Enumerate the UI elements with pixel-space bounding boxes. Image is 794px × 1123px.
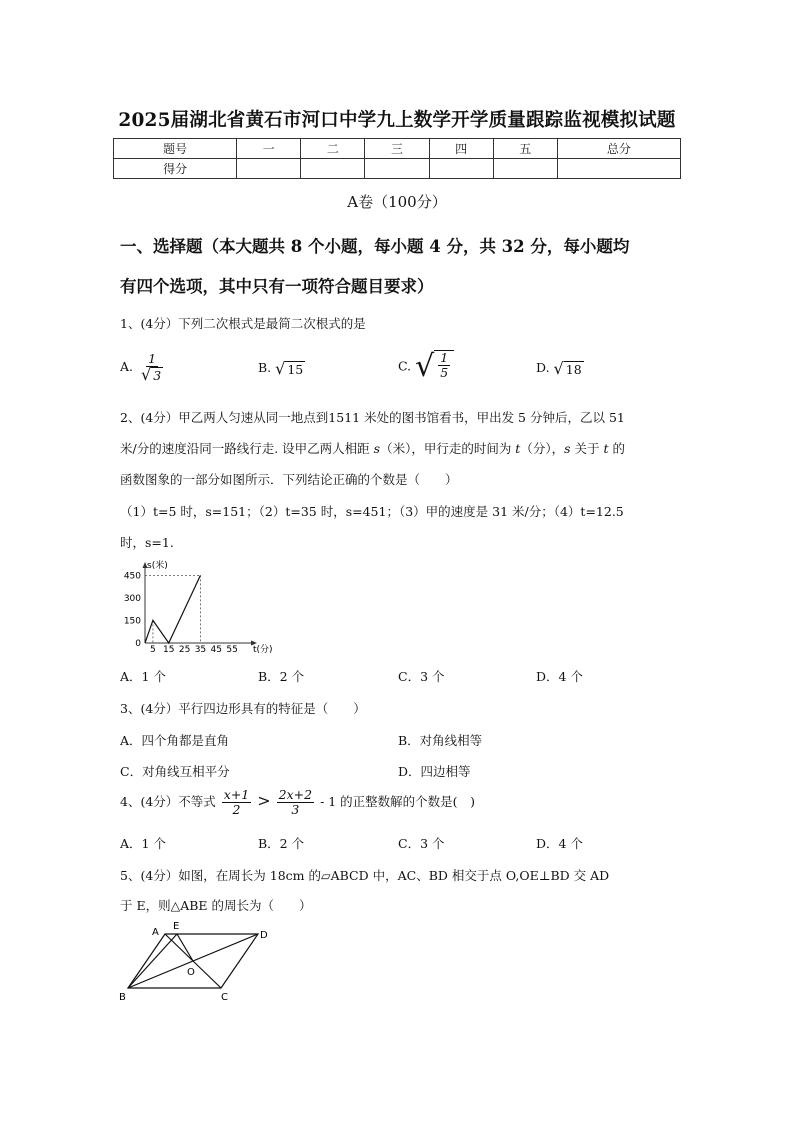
q3-option-a[interactable]: A．四个角都是直角 (120, 733, 230, 748)
label-d: D (260, 930, 268, 941)
score-cell[interactable] (301, 159, 365, 179)
q2-function-graph (115, 558, 273, 658)
score-header-cell: 总分 (557, 139, 680, 159)
q1-stem: 1、(4分）下列二次根式是最简二次根式的是 (120, 316, 366, 331)
q3-option-c[interactable]: C．对角线互相平分 (120, 764, 230, 779)
x-tick-label: 15 (163, 645, 175, 655)
q2-line1: 2、(4分）甲乙两人匀速从同一地点到1511 米处的图书馆看书，甲出发 5 分钟后，乙以 51 (120, 410, 625, 425)
label-o: O (187, 967, 195, 978)
q2-var-s: s (564, 441, 571, 456)
q1-d-radicand: 18 (565, 361, 582, 377)
q2-option-c[interactable]: C．3 个 (398, 669, 445, 684)
q2-line2-text: 关于 (570, 441, 604, 456)
q2-line2-text: 的 (608, 441, 625, 456)
q2-line5: 时，s=1. (120, 535, 174, 550)
score-cell[interactable] (237, 159, 301, 179)
x-axis-label: t(分) (253, 645, 273, 655)
x-tick-label: 35 (194, 645, 207, 655)
q4-f2-numerator: 2x+2 (278, 787, 313, 802)
q3-option-d[interactable]: D．四边相等 (398, 764, 471, 779)
x-tick-label: 5 (150, 645, 156, 655)
score-row-label: 得分 (114, 159, 237, 179)
q4-post: - 1 的正整数解的个数是( ) (320, 794, 475, 809)
q2-line2-text: （分）， (520, 441, 565, 456)
q1-d-label: D. (536, 360, 550, 375)
q4-f2-denominator: 3 (291, 802, 300, 817)
q3-option-b[interactable]: B．对角线相等 (398, 733, 483, 748)
q1-c-denominator: 5 (440, 365, 449, 380)
q4-pre: 4、(4分）不等式 (120, 794, 216, 809)
q5-line1: 5、(4分）如图，在周长为 18cm 的▱ABCD 中，AC、BD 相交于点 O,OE⊥BD 交 AD (120, 868, 610, 883)
q1-option-b[interactable]: B. √ 15 (258, 358, 304, 378)
segment-be (128, 934, 177, 988)
y-tick-label: 150 (123, 616, 141, 627)
score-cell[interactable] (365, 159, 429, 179)
label-a: A (152, 927, 159, 938)
score-header-cell: 二 (301, 139, 365, 159)
q1-c-label: C. (398, 358, 412, 374)
q2-line3: 函数图象的一部分如图所示．下列结论正确的个数是（ ） (120, 472, 458, 487)
score-cell[interactable] (557, 159, 680, 179)
y-tick-label: 0 (135, 639, 141, 649)
score-header-cell: 一 (237, 139, 301, 159)
y-tick-label: 300 (123, 594, 141, 604)
q4-option-a[interactable]: A．1 个 (120, 836, 166, 851)
q3-stem: 3、(4分）平行四边形具有的特征是（ ） (120, 701, 366, 716)
page-title: 2025届湖北省黄石市河口中学九上数学开学质量跟踪监视模拟试题 (118, 110, 676, 131)
q2-option-d[interactable]: D．4 个 (536, 669, 583, 684)
x-tick-label: 55 (226, 645, 238, 655)
q1-a-numerator: 1 (148, 351, 157, 366)
x-tick-label: 25 (178, 645, 191, 655)
q4-option-b[interactable]: B．2 个 (258, 836, 305, 851)
q2-line2-text: （米），甲行走的时间为 (380, 441, 516, 456)
q5-line2: 于 E，则△ABE 的周长为（ ） (120, 898, 312, 913)
score-header-cell: 三 (365, 139, 429, 159)
q4-fraction-2 (277, 788, 314, 817)
q1-c-numerator: 1 (440, 350, 449, 365)
q4-gt-sign: > (257, 791, 271, 810)
q2-var-t: t (515, 441, 521, 456)
part1-heading-line1: 一、选择题（本大题共 8 个小题，每小题 4 分，共 32 分，每小题均 (120, 237, 630, 256)
q2-line4: （1）t=5 时，s=151；（2）t=35 时，s=451；（3）甲的速度是 31 米/分；（4）t=12.5 (120, 504, 624, 519)
q2-option-b[interactable]: B．2 个 (258, 669, 305, 684)
q1-option-c[interactable]: C. √ $\frac{1}{5}$ (398, 350, 454, 384)
score-header-cell: 五 (493, 139, 557, 159)
q2-var-s: s (373, 441, 381, 456)
label-c: C (221, 992, 228, 1003)
q4-option-c[interactable]: C．3 个 (398, 836, 445, 851)
q1-a-label: A. (120, 359, 134, 374)
score-row (114, 159, 681, 179)
score-cell[interactable] (493, 159, 557, 179)
part1-heading-line2: 有四个选项，其中只有一项符合题目要求） (120, 277, 434, 296)
q4-f1-denominator: 2 (232, 802, 241, 817)
q2-line2-text: 米/分的速度沿同一路线行走. 设甲乙两人相距 (120, 441, 374, 456)
section-a-heading: A卷（100分） (347, 193, 447, 211)
q1-c-fraction (438, 351, 450, 380)
q2-line2 (120, 439, 625, 457)
score-header-cell: 题号 (114, 139, 237, 159)
score-header-cell: 四 (429, 139, 493, 159)
score-table (113, 138, 681, 179)
q4-f1-numerator: x+1 (223, 787, 250, 802)
label-b: B (119, 992, 126, 1003)
q1-option-d[interactable]: D. √ 18 (536, 358, 582, 378)
y-axis-label: s(米) (147, 561, 168, 571)
y-tick-label: 450 (123, 571, 141, 582)
q4-stem (120, 788, 475, 817)
q4-option-d[interactable]: D．4 个 (536, 836, 583, 851)
q1-a-fraction: 1 √ 3 (141, 351, 162, 384)
score-cell[interactable] (429, 159, 493, 179)
q5-parallelogram-figure (115, 918, 275, 1008)
score-header-row (114, 139, 681, 159)
q1-option-a[interactable] (120, 352, 167, 383)
q1-b-radicand: 15 (287, 361, 304, 377)
q4-fraction-1 (222, 788, 251, 817)
x-tick-label: 45 (210, 645, 222, 655)
label-e: E (173, 921, 180, 932)
q1-a-denominator: 3 (153, 368, 162, 383)
q2-option-a[interactable]: A．1 个 (120, 669, 166, 684)
q1-b-label: B. (258, 360, 272, 375)
q2-var-t: t (603, 441, 609, 456)
